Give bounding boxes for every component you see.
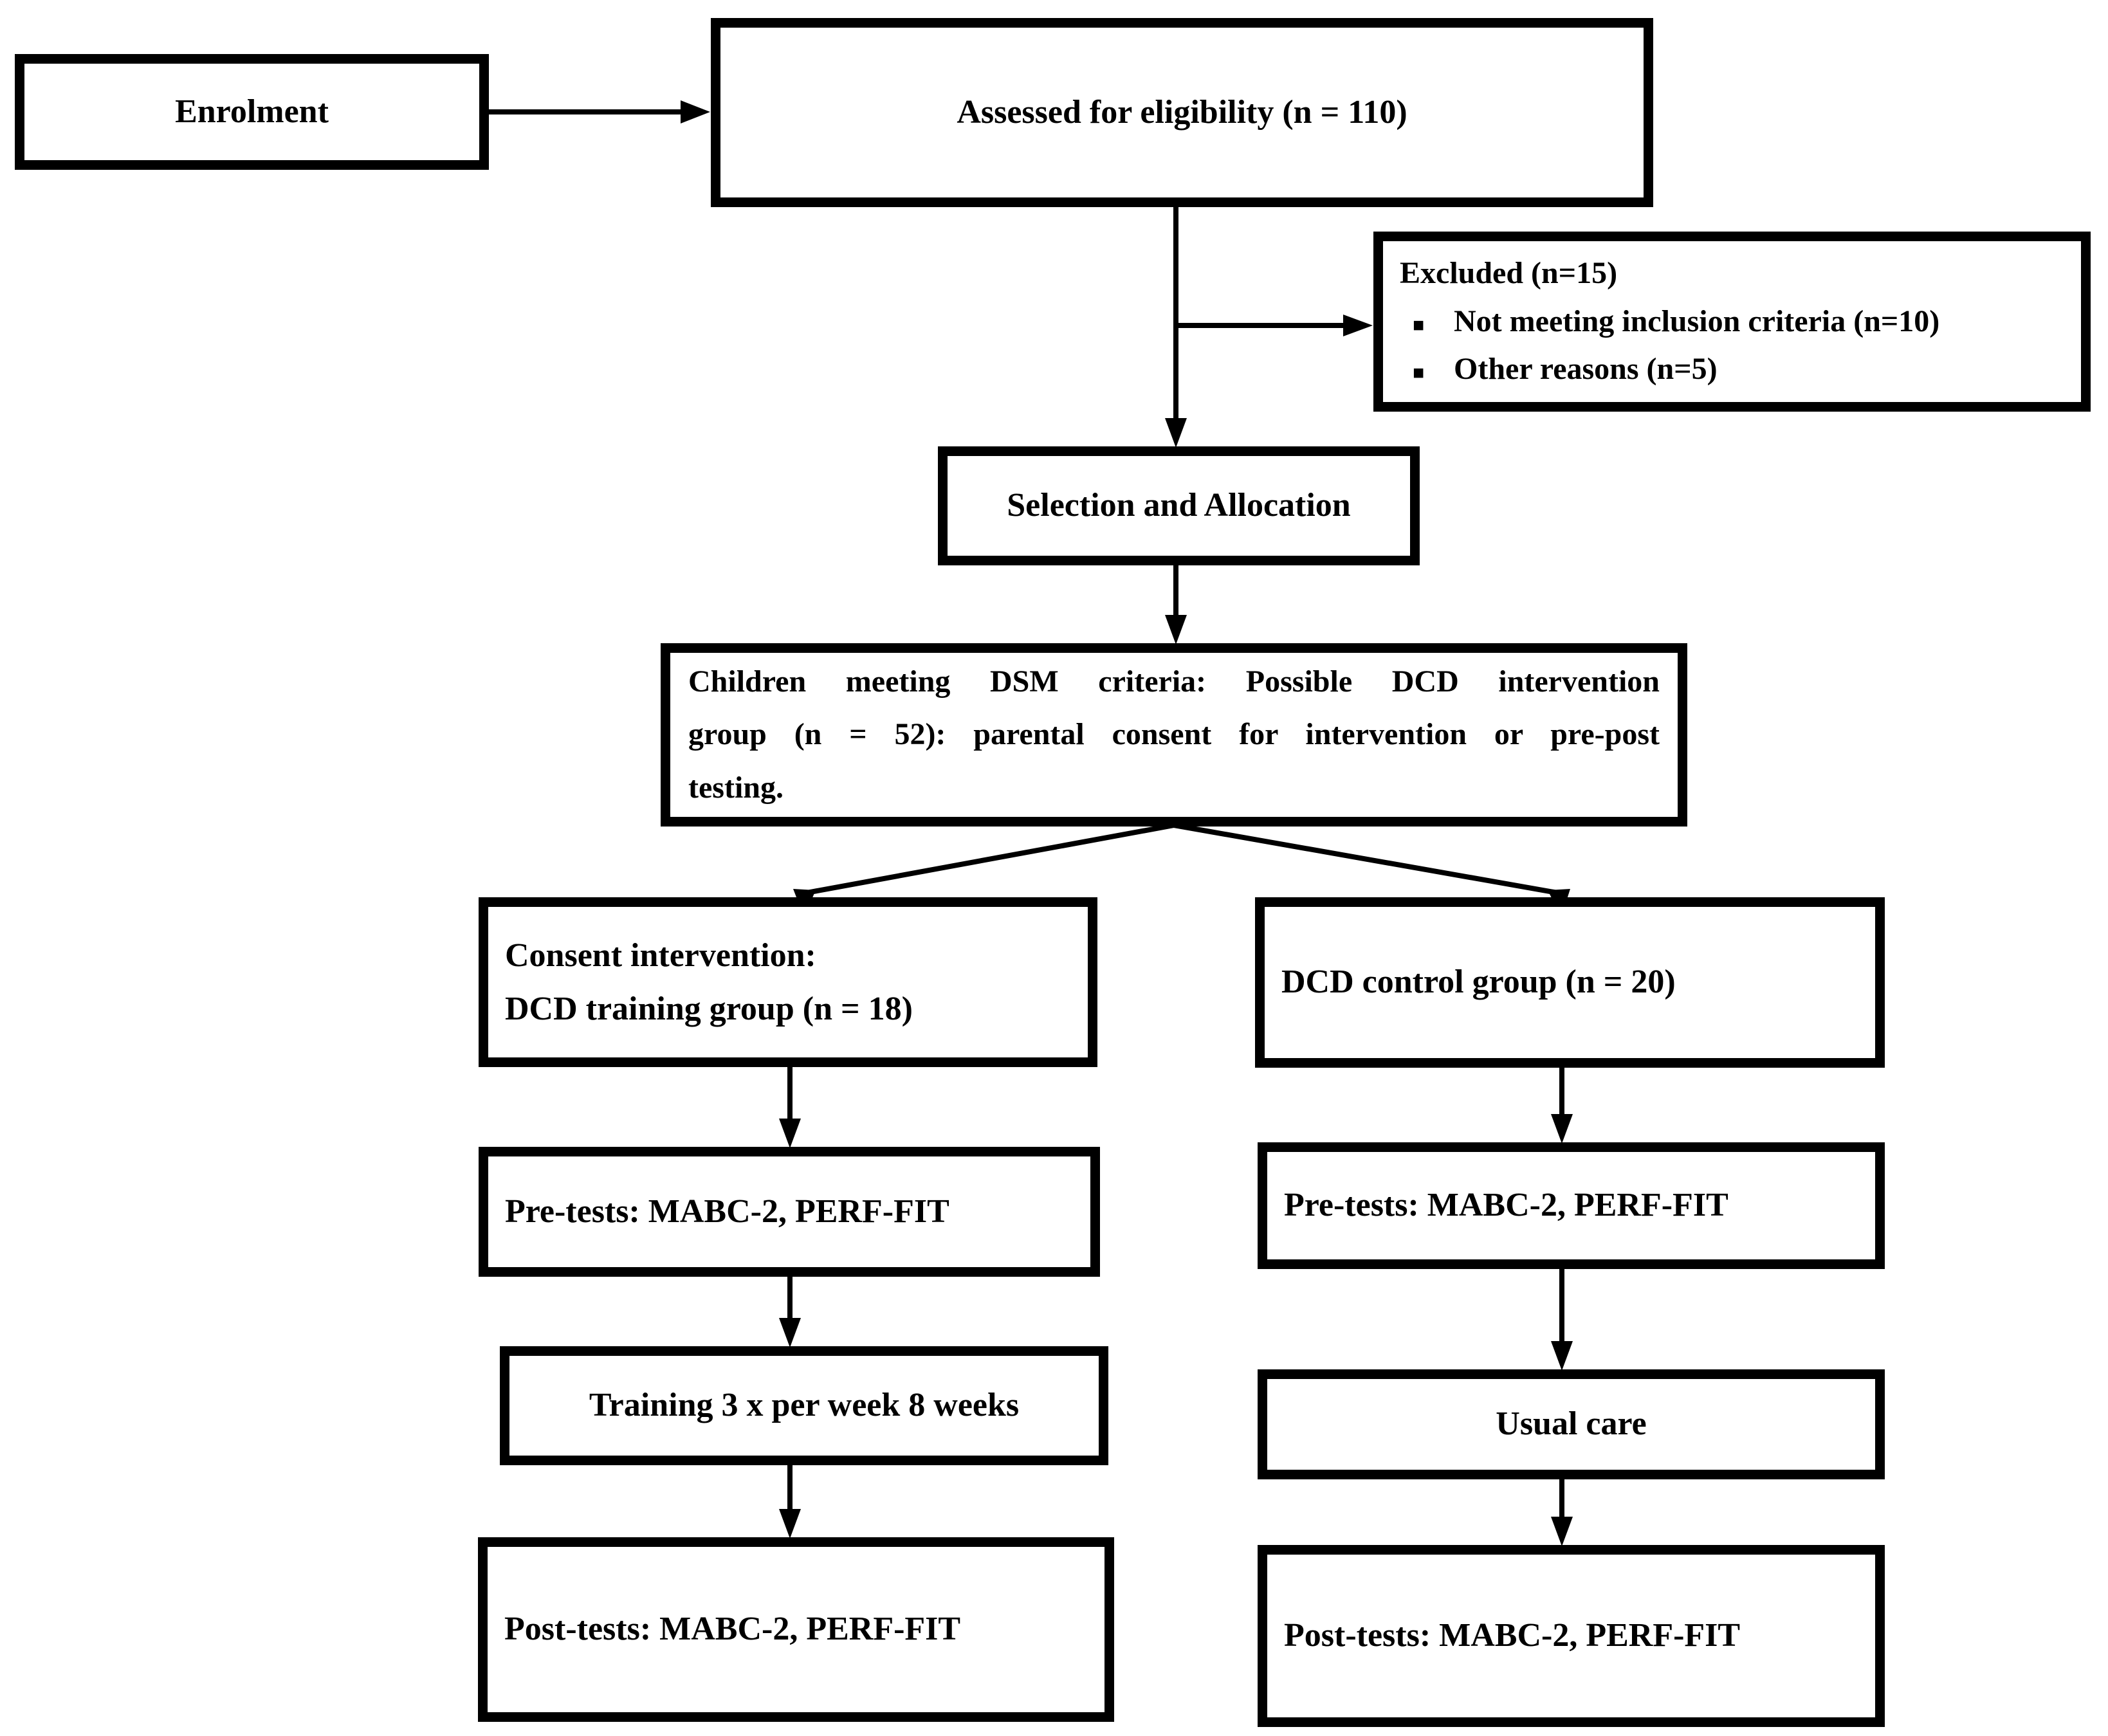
node-excluded <box>1373 232 2091 412</box>
node-pretests-intervention <box>479 1147 1100 1277</box>
node-pretests-control <box>1258 1142 1885 1269</box>
node-training <box>500 1346 1108 1465</box>
consent-intervention-content <box>505 929 913 1036</box>
connector-selection-to-dsm <box>1165 565 1187 644</box>
connector-enrolment-to-assessed <box>489 100 710 123</box>
node-usual-care-label: Usual care <box>1496 1405 1647 1443</box>
node-posttests-intervention-label: Post-tests: MABC-2, PERF-FIT <box>504 1611 961 1648</box>
node-selection-label: Selection and Allocation <box>1007 487 1351 524</box>
node-posttests-intervention <box>478 1537 1114 1722</box>
node-pretests-control-label: Pre-tests: MABC-2, PERF-FIT <box>1284 1187 1728 1224</box>
node-selection-and-allocation <box>938 446 1420 565</box>
node-dcd-control-label: DCD control group (n = 20) <box>1281 964 1676 1001</box>
node-enrolment-label: Enrolment <box>175 93 329 130</box>
node-assessed-for-eligibility <box>711 18 1653 207</box>
excluded-bullet-text: Other reasons (n=5) <box>1454 352 1718 387</box>
connector-pretests-to-usual-care <box>1551 1269 1573 1371</box>
connector-assessed-to-excluded <box>1176 315 1373 336</box>
node-dcd-control-group <box>1255 897 1885 1068</box>
excluded-bullet-row <box>1400 345 2068 393</box>
excluded-title: Excluded (n=15) <box>1400 256 1618 291</box>
square-bullet-icon: ■ <box>1413 362 1425 384</box>
consent-intervention-line: DCD training group (n = 18) <box>505 991 913 1027</box>
excluded-bullet-row <box>1400 298 2068 345</box>
dsm-criteria-content <box>688 655 1660 815</box>
connector-consent-to-pretests-intervention <box>779 1067 801 1148</box>
excluded-content <box>1400 250 2068 393</box>
connector-control-to-pretests-control <box>1551 1068 1573 1144</box>
connector-training-to-posttests-intervention <box>779 1465 801 1539</box>
node-pretests-intervention-label: Pre-tests: MABC-2, PERF-FIT <box>505 1192 949 1230</box>
node-posttests-control-label: Post-tests: MABC-2, PERF-FIT <box>1284 1617 1741 1654</box>
node-usual-care <box>1258 1369 1885 1479</box>
node-consent-intervention <box>479 897 1097 1067</box>
connector-pretests-to-training <box>779 1277 801 1348</box>
connector-usual-care-to-posttests-control <box>1551 1479 1573 1546</box>
dsm-criteria-line: group (n = 52): parental consent for intervention or pre-post <box>688 717 1660 752</box>
node-training-label: Training 3 x per week 8 weeks <box>589 1387 1020 1424</box>
node-posttests-control <box>1258 1545 1885 1727</box>
node-enrolment <box>15 54 489 170</box>
consent-intervention-line: Consent intervention: <box>505 937 816 974</box>
excluded-bullet-text: Not meeting inclusion criteria (n=10) <box>1454 304 1940 338</box>
node-dsm-criteria <box>661 643 1687 827</box>
square-bullet-icon: ■ <box>1413 314 1425 336</box>
dsm-criteria-line: Children meeting DSM criteria: Possible DCD intervention <box>688 664 1660 699</box>
node-assessed-label: Assessed for eligibility (n = 110) <box>957 93 1407 131</box>
dsm-criteria-line: testing. <box>688 770 784 805</box>
